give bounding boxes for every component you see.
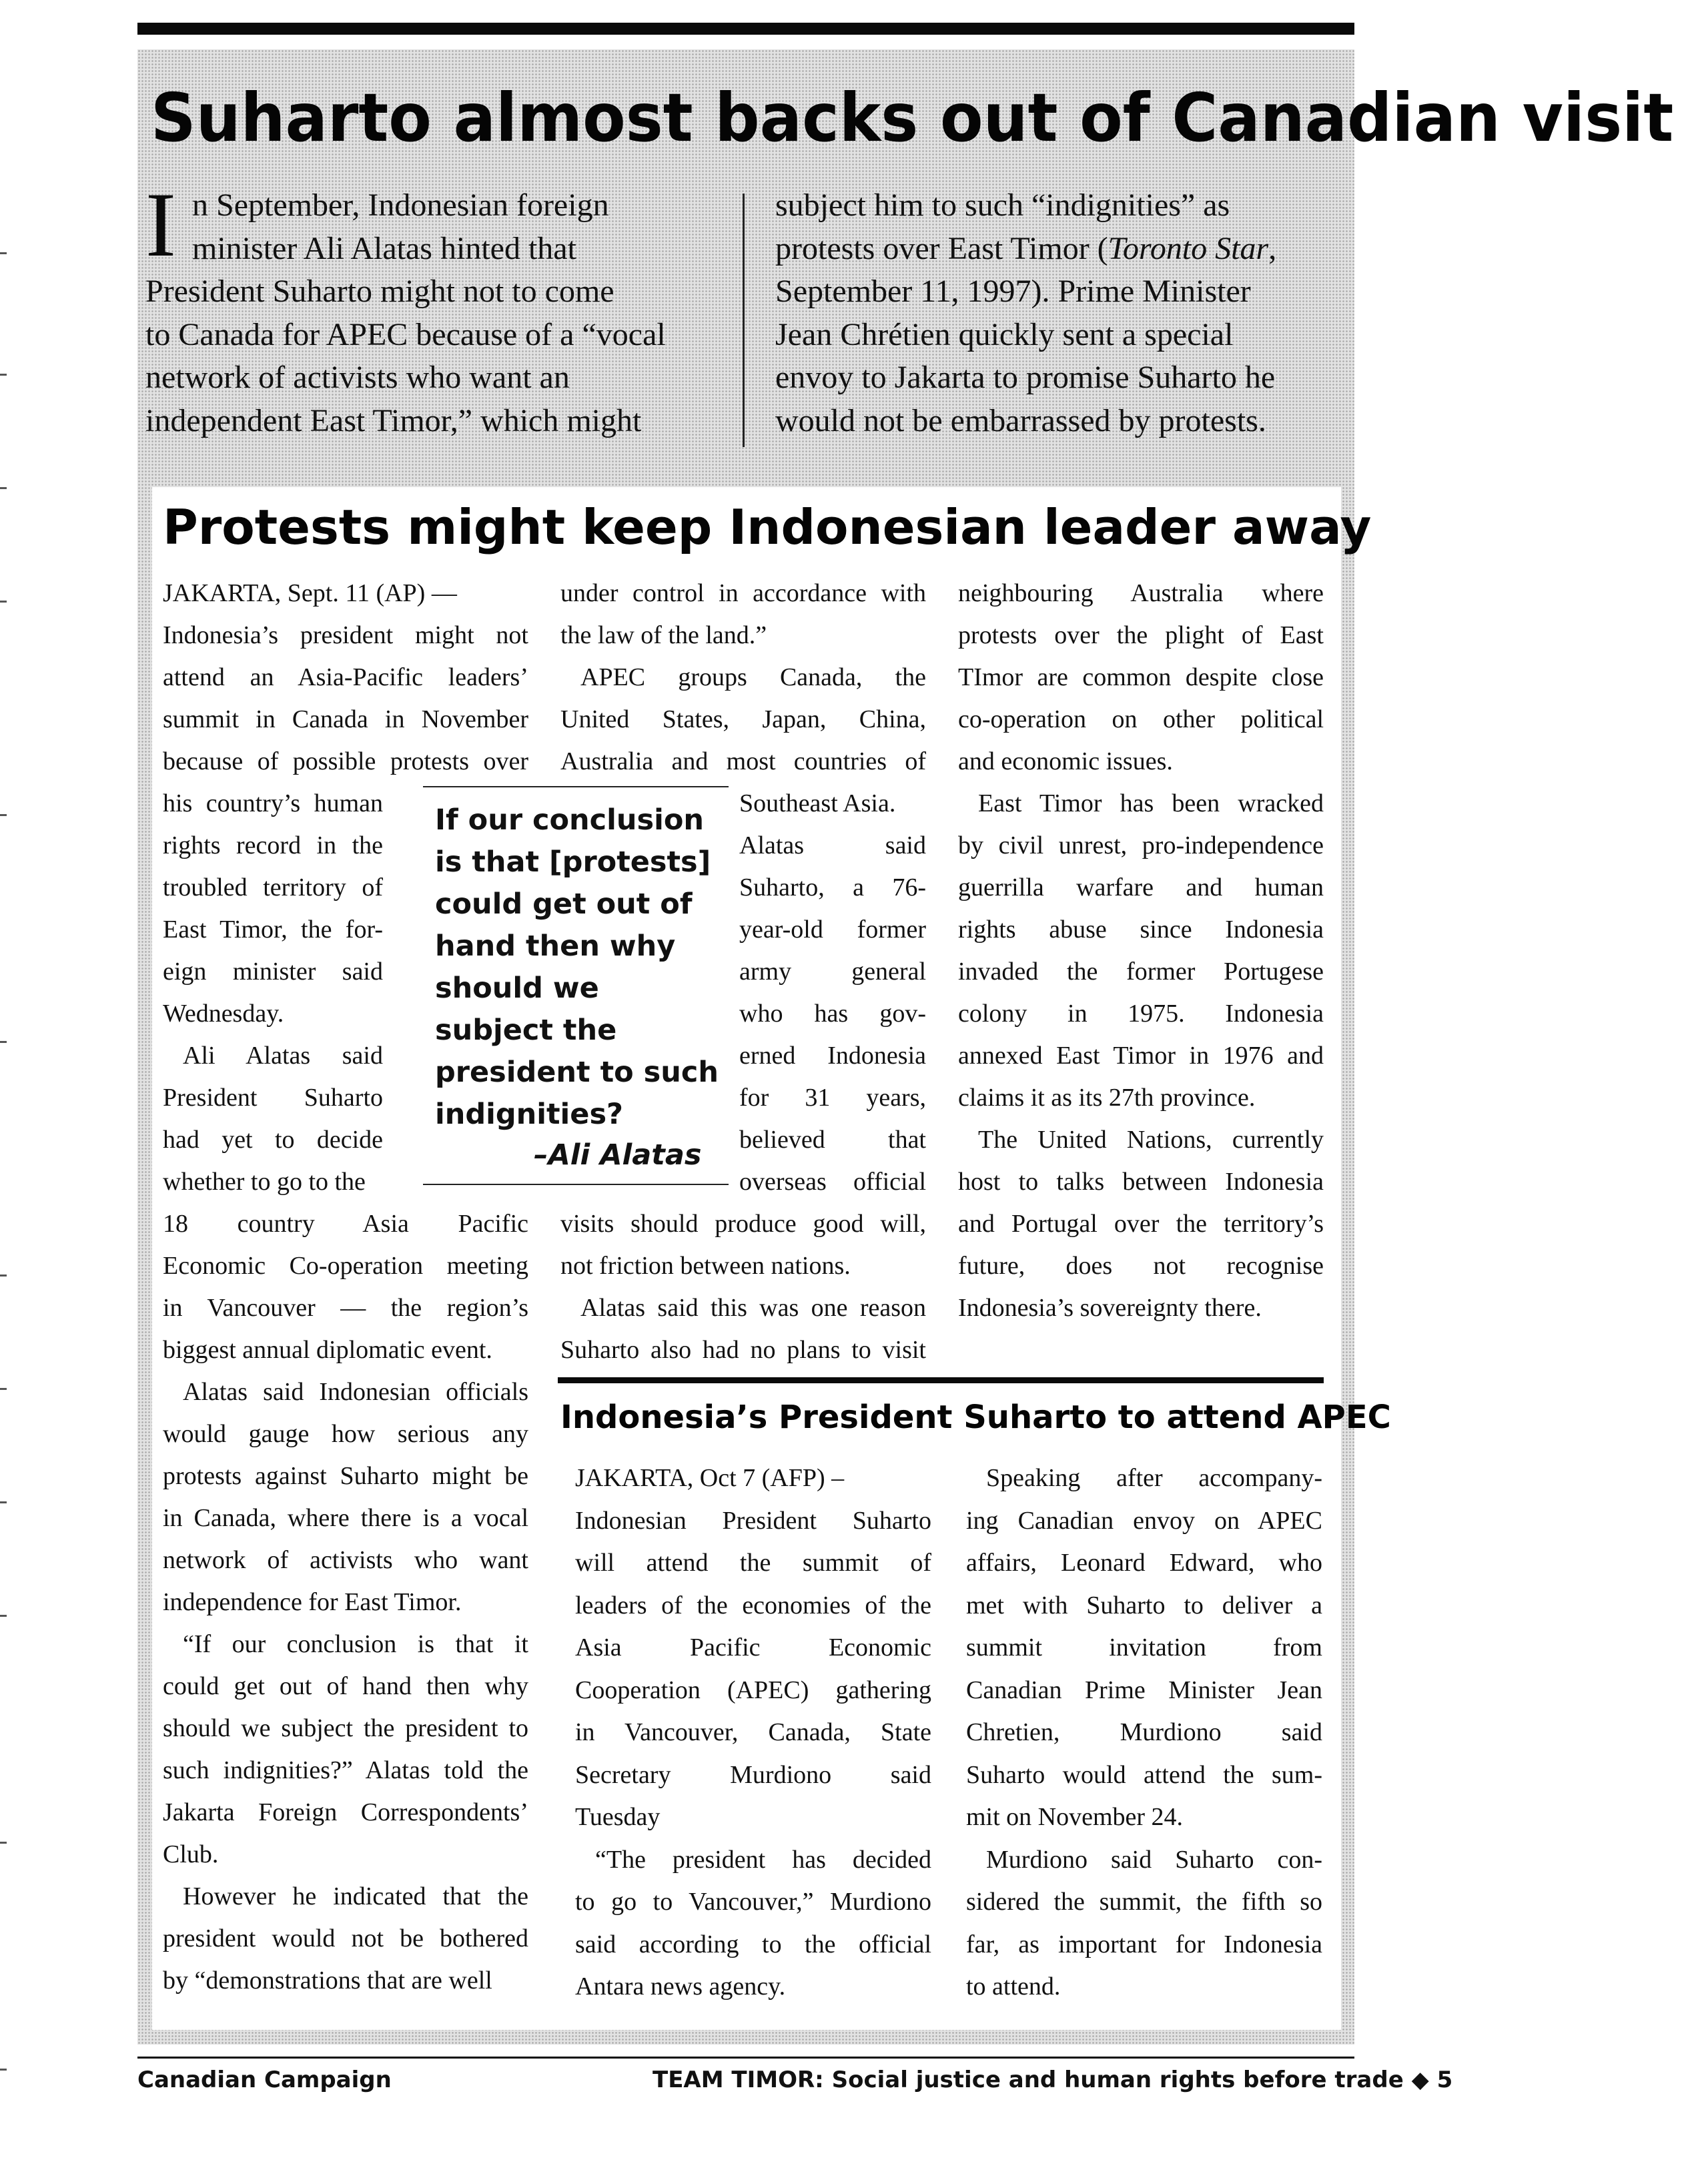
article2-line: could get out of hand then why [163,1672,528,1700]
article2-line: and economic issues. [958,747,1173,775]
article3-line: Chretien, Murdiono said [966,1718,1322,1746]
article2-line: colony in 1975. Indonesia [958,1000,1324,1028]
article2-line: Economic Co-operation meeting [163,1252,528,1280]
article3-line: Canadian Prime Minister Jean [966,1676,1322,1704]
article3-line: Asia Pacific Economic [575,1633,931,1662]
article3-top-rule [558,1377,1324,1383]
article2-line: would gauge how serious any [163,1420,528,1448]
footer-team-timor: TEAM TIMOR: [653,2067,824,2093]
article3-line: summit invitation from [966,1633,1322,1662]
article3-line: ing Canadian envoy on APEC [966,1506,1322,1535]
article2-line: overseas official [739,1168,926,1196]
article2-line: future, does not recognise [958,1252,1324,1280]
scan-edge-mark [0,814,7,816]
scan-edge-mark [0,252,7,254]
scan-edge-mark [0,1842,7,1844]
article3-col2 [966,1457,1322,2011]
pullquote-line: subject the [435,1014,617,1047]
article2-line: East Timor has been wracked [978,789,1324,817]
article2-line: in Canada, where there is a vocal [163,1504,528,1532]
article2-line: invaded the former Portugese [958,958,1324,986]
article2-line: Club. [163,1840,219,1868]
article2-line: protests over the plight of East [958,621,1324,649]
article2-line: network of activists who want [163,1546,528,1574]
pullquote [435,799,729,1180]
pullquote-top-rule [423,786,729,787]
article2-line: Alatas said this was one reason [580,1294,926,1322]
article2-line: 18 country Asia Pacific [163,1210,528,1238]
article1-line: to Canada for APEC because of a “vocal [145,316,666,352]
article3-line: affairs, Leonard Edward, who [966,1549,1322,1577]
article2-line: United States, Japan, China, [560,705,926,733]
article2-line: eign minister said [163,958,383,986]
article2-line: host to talks between Indonesia [958,1168,1324,1196]
scan-edge-mark [0,601,7,603]
article1-line: would not be embarrassed by protests. [775,402,1266,438]
article2-line: summit in Canada in November [163,705,528,733]
footer-bullet-icon: ◆ [1411,2067,1429,2093]
article3-line: sidered the summit, the fifth so [966,1888,1322,1916]
article2-line: TImor are common despite close [958,663,1324,691]
article3-line: “The president has decided [595,1845,931,1874]
article1-line: President Suharto might not to come [145,274,614,309]
article1-col2 [775,184,1336,451]
article1-headline: Suharto almost backs out of Canadian visit [151,79,1674,157]
article3-line: JAKARTA, Oct 7 (AFP) – [575,1464,845,1492]
article3-line: Speaking after accompany- [986,1464,1322,1492]
article2-line: army general [739,958,926,986]
pullquote-line: If our conclusion [435,803,704,837]
footer-right [653,2065,1453,2095]
scan-edge-mark [0,1501,7,1503]
article2-line: Suharto, a 76- [739,873,926,901]
article2-line: guerrilla warfare and human [958,873,1324,901]
article2-line: visits should produce good will, [560,1210,926,1238]
article1-line: network of activists who want an [145,360,570,395]
article3-line: Tuesday [575,1803,661,1831]
article2-line: The United Nations, currently [978,1126,1324,1154]
article2-line: rights record in the [163,831,383,859]
article2-line: annexed East Timor in 1976 and [958,1042,1324,1070]
top-rule [137,23,1354,35]
article3-line: leaders of the economies of the [575,1591,931,1619]
article3-line: Antara news agency. [575,1972,786,2001]
article2-line: erned Indonesia [739,1042,926,1070]
pullquote-line: is that [protests] [435,845,711,879]
article1-line: subject him to such “indignities” as [775,188,1230,223]
article2-line: Jakarta Foreign Correspondents’ [163,1798,528,1826]
article2-line: year-old former [739,916,926,944]
article2-line: Suharto also had no plans to visit [560,1336,926,1364]
article2-line: protests against Suharto might be [163,1462,528,1490]
article1-line: protests over East Timor (Toronto Star, [775,230,1277,266]
footer-left: Canadian Campaign [137,2067,392,2093]
article2-line: should we subject the president to [163,1714,528,1742]
scan-edge-mark [0,1275,7,1277]
article2-line: Australia and most countries of [560,747,926,775]
article2-line: However he indicated that the [183,1882,528,1910]
pullquote-line: should we [435,972,599,1005]
footer-tagline: Social justice and human rights before trade [823,2067,1404,2093]
footer-rule [137,2057,1354,2059]
article3-line: Suharto would attend the sum- [966,1760,1322,1789]
scan-edge-mark [0,487,7,489]
article3-headline: Indonesia’s President Suharto to attend APEC [560,1399,1391,1436]
article2-line: Indonesia’s president might not [163,621,528,649]
article3-line: Indonesian President Suharto [575,1506,931,1535]
article1-line: September 11, 1997). Prime Minister [775,274,1251,309]
source-italic: Toronto Star [1108,230,1269,266]
article2-line: president would not be bothered [163,1924,528,1952]
scan-edge-mark [0,1041,7,1043]
article2-line: Southeast Asia. [739,789,896,817]
article1-dropcap: I [145,173,176,276]
article2-line: East Timor, the for- [163,916,383,944]
article2-line: claims it as its 27th province. [958,1084,1256,1112]
article2-line: the law of the land.” [560,621,767,649]
pullquote-line: indignities? [435,1098,623,1131]
article2-col3 [958,573,1324,1373]
article1-line: minister Ali Alatas hinted that [192,230,576,266]
scan-edge-mark [0,2069,7,2071]
article2-line: co-operation on other political [958,705,1324,733]
pullquote-line: could get out of [435,887,693,921]
article1-line: n September, Indonesian foreign [192,188,609,223]
pullquote-bottom-rule [423,1184,729,1185]
article2-line: by “demonstrations that are well [163,1966,492,1994]
article1-line: independent East Timor,” which might [145,402,642,438]
article2-line: not friction between nations. [560,1252,851,1280]
article3-line: will attend the summit of [575,1549,931,1577]
scan-edge-mark [0,374,7,376]
article1-line: envoy to Jakarta to promise Suharto he [775,360,1276,395]
article3-line: met with Suharto to deliver a [966,1591,1322,1619]
article2-line: “If our conclusion is that it [183,1630,528,1658]
article3-line: far, as important for Indonesia [966,1930,1322,1958]
article2-line: independence for East Timor. [163,1588,462,1616]
article3-line: mit on November 24. [966,1803,1184,1831]
article2-line: for 31 years, [739,1084,926,1112]
article2-line: his country’s human [163,789,383,817]
article3-line: Secretary Murdiono said [575,1760,931,1789]
article2-line: rights abuse since Indonesia [958,916,1324,944]
article3-line: in Vancouver, Canada, State [575,1718,931,1746]
article2-line: had yet to decide [163,1126,383,1154]
article1-column-divider [743,194,745,447]
article3-line: Cooperation (APEC) gathering [575,1676,931,1704]
pullquote-line: president to such [435,1056,719,1089]
article3-line: Murdiono said Suharto con- [986,1845,1322,1874]
article2-line: under control in accordance with [560,579,926,607]
article2-line: Alatas said [739,831,926,859]
article2-line: who has gov- [739,1000,926,1028]
article2-line: and Portugal over the territory’s [958,1210,1324,1238]
article2-line: neighbouring Australia where [958,579,1324,607]
article3-col1 [575,1457,931,2011]
article3-line: to go to Vancouver,” Murdiono [575,1888,931,1916]
article2-headline: Protests might keep Indonesian leader away [163,499,1372,555]
pullquote-line: hand then why [435,930,676,963]
article2-line: APEC groups Canada, the [580,663,926,691]
scan-edge-mark [0,1388,7,1390]
pullquote-attribution: –Ali Alatas [534,1138,702,1172]
article2-line: Wednesday. [163,1000,284,1028]
article2-line: believed that [739,1126,926,1154]
article2-line: JAKARTA, Sept. 11 (AP) — [163,579,457,607]
footer-page-number: 5 [1436,2067,1453,2093]
article2-line: Alatas said Indonesian officials [183,1378,528,1406]
article1-line: Jean Chrétien quickly sent a special [775,316,1234,352]
article3-line: to attend. [966,1972,1061,2001]
article1-col1 [145,184,706,451]
article2-line: troubled territory of [163,873,383,901]
article3-line: said according to the official [575,1930,931,1958]
article2-line: Ali Alatas said [183,1042,383,1070]
article2-line: President Suharto [163,1084,383,1112]
article2-line: by civil unrest, pro-independence [958,831,1324,859]
article2-line: because of possible protests over [163,747,528,775]
article2-line: attend an Asia-Pacific leaders’ [163,663,528,691]
article2-line: Indonesia’s sovereignty there. [958,1294,1262,1322]
article2-line: in Vancouver — the region’s [163,1294,528,1322]
scan-edge-mark [0,1615,7,1617]
article2-line: such indignities?” Alatas told the [163,1756,528,1784]
article2-line: biggest annual diplomatic event. [163,1336,492,1364]
article2-line: whether to go to the [163,1168,366,1196]
